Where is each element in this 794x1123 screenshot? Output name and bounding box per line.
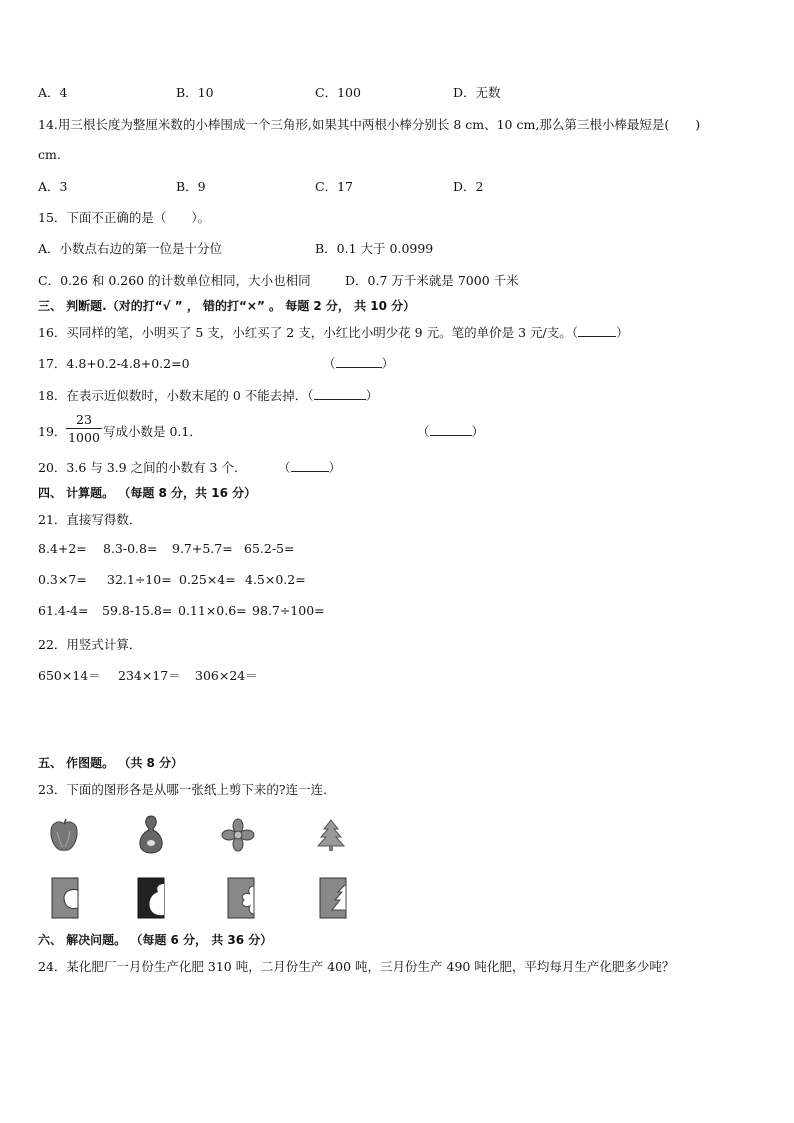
q20-text: 20．3.6 与 3.9 之间的小数有 3 个． [38,460,247,475]
q18-answer-blank[interactable] [314,389,366,400]
q14-stem-unit: cm. [38,147,61,162]
q22-item: 234×17＝ [118,668,181,683]
q17-text: 17．4.8+0.2-4.8+0.2=0 [38,356,190,371]
q21-item: 98.7÷100= [252,603,325,618]
cut-paper-gourd-icon [136,876,166,920]
q14-stem-text: 14.用三根长度为整厘米数的小棒围成一个三角形,如果其中两根小棒分别长 8 cm、10 cm,那么第三根小棒最短是( [38,117,670,132]
cut-paper-apple-icon [50,876,80,920]
q14-stem-close: ) [695,117,701,132]
q22-stem: 22．用竖式计算． [38,637,142,652]
q21-item: 61.4-4= [38,603,89,618]
q19-prefix: 19． [38,424,67,439]
q15-stem: 15．下面不正确的是（ ）。 [38,210,211,225]
section-5-title: 五、 作图题。 （共 8 分） [38,756,184,770]
tree-shape-icon [316,818,346,852]
q13-option-b: B．10 [176,85,214,100]
q23-stem: 23．下面的图形各是从哪一张纸上剪下来的?连一连． [38,782,336,797]
q19-fraction-denominator: 1000 [68,430,100,445]
apple-shape-icon [48,818,80,854]
q21-item: 9.7+5.7= [172,541,233,556]
q22-item: 650×14＝ [38,668,101,683]
q24-text: 24．某化肥厂一月份生产化肥 310 吨，二月份生产 400 吨，三月份生产 490 吨化肥，平均每月生产化肥多少吨？ [38,959,675,974]
q20-answer [278,458,341,476]
section-6-title: 六、 解决问题。 （每题 6 分， 共 36 分） [38,933,273,947]
q22-item: 306×24＝ [195,668,258,683]
q18-close: ） [365,388,379,403]
q13-option-d: D．无数 [453,85,501,100]
q21-item: 65.2-5= [244,541,295,556]
q19-close: ） [471,424,485,439]
cut-paper-flower-icon [226,876,256,920]
q21-item: 59.8-15.8= [102,603,173,618]
q19-answer [417,422,484,440]
q21-stem: 21．直接写得数． [38,512,142,527]
q15-option-b: B．0.1 大于 0.0999 [315,241,434,256]
q17-close: ） [381,356,395,371]
q16-answer-blank[interactable] [578,326,616,337]
section-3-title: 三、 判断题.（对的打“√ ” ， 错的打“×” 。 每题 2 分， 共 10 分） [38,299,416,313]
q14-stem [38,115,700,133]
q16-close: ） [615,325,629,340]
q19-open: （ [417,424,430,439]
q16-text: 16．买同样的笔，小明买了 5 支，小红买了 2 支，小红比小明少花 9 元。笔的单价是 3 元/支。（ [38,325,578,340]
q14-option-a: A．3 [38,179,68,194]
q21-item: 0.11×0.6= [178,603,247,618]
q17-answer [323,354,394,372]
q21-item: 32.1÷10= [107,572,172,587]
q13-option-c: C．100 [315,85,361,100]
q18 [38,386,378,404]
flower-shape-icon [221,818,255,852]
q15-option-d: D．0.7 万千米就是 7000 千米 [345,273,519,288]
q19-text: 写成小数是 0.1． [103,424,202,439]
q15-option-a: A．小数点右边的第一位是十分位 [38,241,223,256]
q19-answer-blank[interactable] [430,425,472,436]
q21-item: 8.3-0.8= [103,541,158,556]
q21-item: 0.3×7= [38,572,87,587]
q19-fraction [66,412,102,445]
q13-option-a: A．4 [38,85,68,100]
section-4-title: 四、 计算题。 （每题 8 分，共 16 分） [38,486,257,500]
q14-option-c: C．17 [315,179,353,194]
q15-option-c: C．0.26 和 0.260 的计数单位相同，大小也相同 [38,273,311,288]
q18-text: 18．在表示近似数时，小数末尾的 0 不能去掉．（ [38,388,314,403]
q19-fraction-numerator: 23 [76,412,92,427]
q21-item: 4.5×0.2= [245,572,306,587]
q16 [38,323,628,341]
q14-option-b: B．9 [176,179,206,194]
fraction-bar [66,428,102,429]
q20-close: ） [328,460,342,475]
q21-item: 0.25×4= [179,572,236,587]
q17-open: （ [323,356,336,371]
gourd-shape-icon [136,814,166,854]
cut-paper-tree-icon [318,876,348,920]
q20-answer-blank[interactable] [291,461,329,472]
q14-option-d: D．2 [453,179,484,194]
q20-open: （ [278,460,291,475]
q17-answer-blank[interactable] [336,357,382,368]
q21-item: 8.4+2= [38,541,87,556]
